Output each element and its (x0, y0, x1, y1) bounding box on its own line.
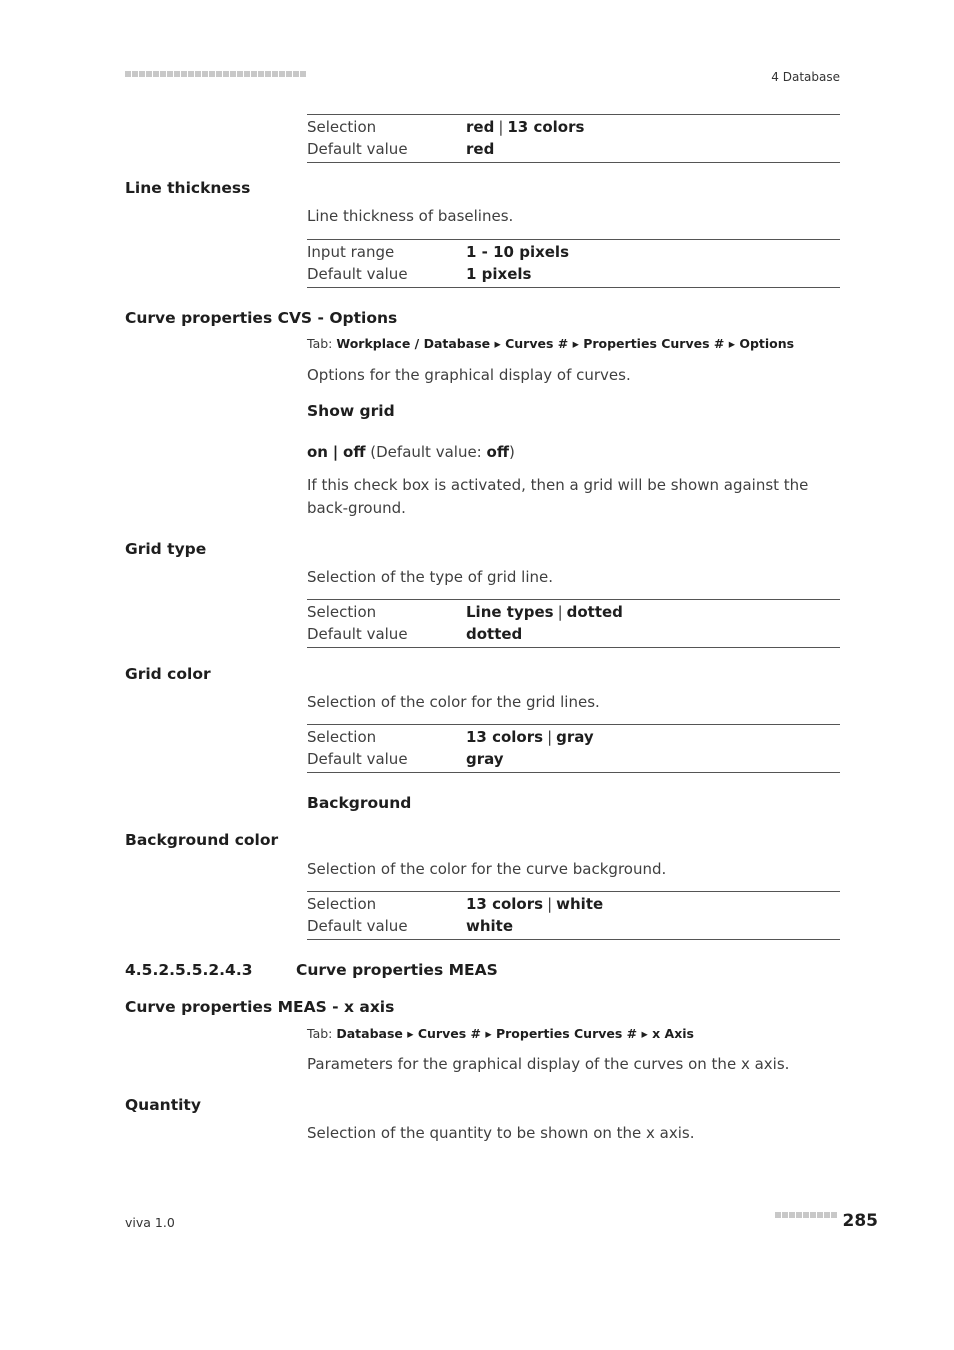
row-label: Default value (307, 750, 408, 768)
default-suffix: ) (508, 443, 515, 461)
tab-prefix: Tab: (307, 336, 333, 351)
value-option: white (466, 917, 514, 935)
background-color-table (307, 891, 840, 940)
chapter-title: 4 Database (771, 70, 840, 84)
decoration-square (195, 71, 201, 77)
line-thickness-description: Line thickness of baselines. (307, 207, 514, 225)
table-row (307, 623, 840, 645)
value-separator: | (557, 603, 563, 621)
decoration-square (300, 71, 306, 77)
value-option: 13 colors (466, 895, 544, 913)
decoration-square (265, 71, 271, 77)
value-separator: | (547, 728, 553, 746)
color-selection-table (307, 114, 840, 163)
value-option: 13 colors (507, 118, 585, 136)
row-label: Default value (307, 140, 408, 158)
decoration-square (216, 71, 222, 77)
background-color-heading: Background color (125, 831, 279, 849)
value-option: gray (556, 728, 594, 746)
footer-decoration (775, 1212, 838, 1231)
value-option: Line types (466, 603, 554, 621)
table-row (307, 116, 840, 138)
on-value: on (307, 443, 328, 461)
section-title: Curve properties MEAS (296, 961, 498, 979)
decoration-square (251, 71, 257, 77)
decoration-square (174, 71, 180, 77)
row-value (466, 915, 513, 937)
show-grid-heading: Show grid (307, 402, 395, 420)
decoration-square (167, 71, 173, 77)
decoration-square (272, 71, 278, 77)
grid-color-table (307, 724, 840, 773)
decoration-square (817, 1212, 823, 1218)
row-label: Selection (307, 118, 377, 136)
decoration-square (160, 71, 166, 77)
table-row (307, 915, 840, 937)
row-value (466, 748, 504, 770)
show-grid-values (307, 443, 515, 461)
cvs-options-description: Options for the graphical display of curves. (307, 366, 631, 384)
table-row (307, 893, 840, 915)
value-option: gray (466, 750, 504, 768)
table-row (307, 241, 840, 263)
row-value (466, 116, 584, 138)
grid-color-description: Selection of the color for the grid lines. (307, 693, 600, 711)
value-separator: | (332, 443, 339, 461)
value-option: white (556, 895, 604, 913)
grid-type-heading: Grid type (125, 540, 207, 558)
decoration-square (209, 71, 215, 77)
decoration-square (824, 1212, 830, 1218)
row-label: Default value (307, 265, 408, 283)
line-thickness-table (307, 239, 840, 288)
table-row (307, 726, 840, 748)
table-row (307, 138, 840, 160)
decoration-square (782, 1212, 788, 1218)
line-thickness-heading: Line thickness (125, 179, 251, 197)
decoration-square (188, 71, 194, 77)
decoration-square (810, 1212, 816, 1218)
row-value (466, 241, 569, 263)
value-option: red (466, 140, 495, 158)
decoration-square (258, 71, 264, 77)
cvs-options-heading: Curve properties CVS - Options (125, 309, 398, 327)
tab-path: Database ▸ Curves # ▸ Properties Curves # ▸ x Axis (336, 1026, 694, 1041)
quantity-description: Selection of the quantity to be shown on the x axis. (307, 1124, 695, 1142)
decoration-square (803, 1212, 809, 1218)
default-prefix: (Default value: (370, 443, 487, 461)
table-row (307, 601, 840, 623)
value-option: dotted (566, 603, 623, 621)
footer-product: viva 1.0 (125, 1215, 175, 1230)
tab-prefix: Tab: (307, 1026, 333, 1041)
value-option: 1 pixels (466, 265, 532, 283)
decoration-square (244, 71, 250, 77)
value-separator: | (498, 118, 504, 136)
row-value (466, 138, 494, 160)
decoration-square (139, 71, 145, 77)
cvs-options-tab-path (307, 336, 794, 351)
table-row (307, 263, 840, 285)
row-label: Input range (307, 243, 395, 261)
off-value: off (343, 443, 366, 461)
row-value (466, 623, 522, 645)
value-option: red (466, 118, 495, 136)
row-label: Selection (307, 728, 377, 746)
tab-path: Workplace / Database ▸ Curves # ▸ Properties Curves # ▸ Options (336, 336, 795, 351)
decoration-square (789, 1212, 795, 1218)
section-number: 4.5.2.5.5.2.4.3 (125, 961, 253, 979)
grid-type-table (307, 599, 840, 648)
decoration-square (831, 1212, 837, 1218)
background-heading: Background (307, 794, 412, 812)
meas-x-axis-tab-path (307, 1026, 694, 1041)
row-label: Selection (307, 895, 377, 913)
decoration-square (132, 71, 138, 77)
row-label: Default value (307, 625, 408, 643)
default-value: off (486, 443, 509, 461)
decoration-square (293, 71, 299, 77)
decoration-square (237, 71, 243, 77)
row-value (466, 601, 623, 623)
row-value (466, 263, 531, 285)
background-color-description: Selection of the color for the curve background. (307, 860, 667, 878)
decoration-square (279, 71, 285, 77)
value-option: dotted (466, 625, 523, 643)
row-value (466, 893, 603, 915)
row-label: Selection (307, 603, 377, 621)
decoration-square (230, 71, 236, 77)
decoration-square (775, 1212, 781, 1218)
value-option: 13 colors (466, 728, 544, 746)
quantity-heading: Quantity (125, 1096, 201, 1114)
value-option: 1 - 10 pixels (466, 243, 570, 261)
decoration-square (125, 71, 131, 77)
footer-page (775, 1211, 879, 1231)
decoration-square (286, 71, 292, 77)
decoration-square (181, 71, 187, 77)
row-value (466, 726, 594, 748)
decoration-square (146, 71, 152, 77)
decoration-square (796, 1212, 802, 1218)
value-separator: | (547, 895, 553, 913)
decoration-square (202, 71, 208, 77)
decoration-square (153, 71, 159, 77)
meas-x-axis-heading: Curve properties MEAS - x axis (125, 998, 395, 1016)
table-row (307, 748, 840, 770)
grid-type-description: Selection of the type of grid line. (307, 568, 553, 586)
meas-x-axis-description: Parameters for the graphical display of the curves on the x axis. (307, 1055, 790, 1073)
decoration-square (223, 71, 229, 77)
row-label: Default value (307, 917, 408, 935)
page-number: 285 (842, 1211, 878, 1231)
grid-color-heading: Grid color (125, 665, 211, 683)
header-decoration (125, 71, 307, 80)
show-grid-description: If this check box is activated, then a grid will be shown against the back-ground. (307, 476, 809, 517)
